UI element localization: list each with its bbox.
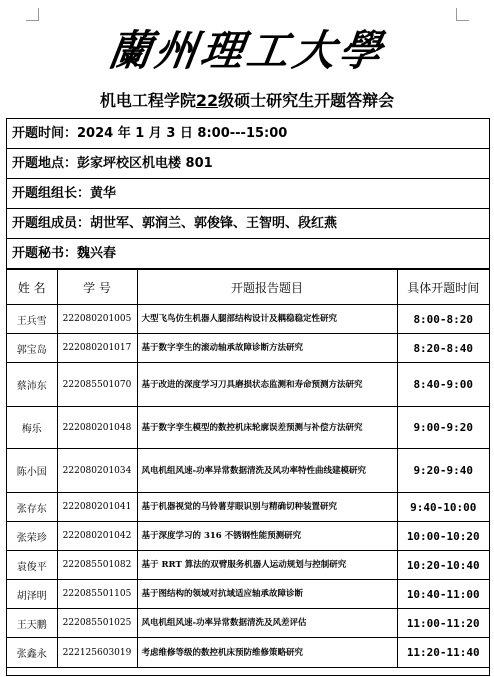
info-time: 开题时间：2024 年 1 月 3 日 8:00---15:00	[7, 119, 489, 149]
cell-time: 9:40-10:00	[397, 493, 489, 522]
crop-mark-right	[456, 8, 469, 21]
schedule-sheet	[6, 118, 490, 676]
cell-topic: 基于改进的深度学习刀具磨损状态监测和寿命预测方法研究	[137, 363, 397, 407]
info-leader: 开题组组长：黄华	[7, 179, 489, 209]
university-logo: 蘭州理工大學	[105, 26, 389, 75]
table-row	[7, 493, 489, 522]
title-grade: 22	[195, 91, 219, 110]
cell-id: 222085501025	[57, 609, 137, 638]
cell-topic: 基于数字孪生模型的数控机床轮廓误差预测与补偿方法研究	[137, 407, 397, 449]
schedule-table	[7, 269, 489, 668]
cell-id: 222085501105	[57, 580, 137, 609]
info-place: 开题地点：彭家坪校区机电楼 801	[7, 149, 489, 179]
table-row	[7, 407, 489, 449]
cell-topic: 考虑维修等级的数控机床预防维修策略研究	[137, 638, 397, 668]
info-members: 开题组成员：胡世军、郭润兰、郭俊锋、王智明、段红燕	[7, 209, 489, 239]
cell-topic: 基于 RRT 算法的双臂服务机器人运动规划与控制研究	[137, 551, 397, 580]
header-id: 学 号	[57, 270, 137, 305]
title-suffix: 级硕士研究生开题答辩会	[218, 91, 395, 110]
cell-id: 222125603019	[57, 638, 137, 668]
cell-topic: 基于数字孪生的滚动轴承故障诊断方法研究	[137, 334, 397, 363]
cell-name: 胡泽明	[7, 580, 57, 609]
cell-id: 222085501082	[57, 551, 137, 580]
cell-id: 222080201041	[57, 493, 137, 522]
cell-name: 张荣珍	[7, 522, 57, 551]
table-row	[7, 580, 489, 609]
cell-id: 222080201034	[57, 449, 137, 493]
cell-time: 9:00-9:20	[397, 407, 489, 449]
cell-time: 10:40-11:00	[397, 580, 489, 609]
cell-time: 8:00-8:20	[397, 305, 489, 334]
cell-id: 222080201017	[57, 334, 137, 363]
table-row	[7, 363, 489, 407]
header-name: 姓 名	[7, 270, 57, 305]
cell-name: 梅乐	[7, 407, 57, 449]
table-row	[7, 609, 489, 638]
cell-topic: 大型飞鸟仿生机器人腿部结构设计及耦稳稳定性研究	[137, 305, 397, 334]
cell-time: 11:00-11:20	[397, 609, 489, 638]
table-row	[7, 334, 489, 363]
cell-name: 张存东	[7, 493, 57, 522]
cell-time: 9:20-9:40	[397, 449, 489, 493]
crop-mark-left	[26, 8, 39, 21]
cell-name: 陈小国	[7, 449, 57, 493]
cell-name: 蔡沛东	[7, 363, 57, 407]
info-secretary: 开题秘书：魏兴春	[7, 239, 489, 269]
cell-time: 8:20-8:40	[397, 334, 489, 363]
table-row	[7, 551, 489, 580]
cell-name: 王天鹏	[7, 609, 57, 638]
cell-id: 222080201048	[57, 407, 137, 449]
cell-name: 张鑫永	[7, 638, 57, 668]
cell-time: 10:20-10:40	[397, 551, 489, 580]
cell-time: 11:20-11:40	[397, 638, 489, 668]
cell-id: 222080201005	[57, 305, 137, 334]
table-row	[7, 638, 489, 668]
table-row	[7, 449, 489, 493]
cell-topic: 基于图结构的领域对抗域适应轴承故障诊断	[137, 580, 397, 609]
header-topic: 开题报告题目	[137, 270, 397, 305]
table-row	[7, 522, 489, 551]
cell-name: 王兵雪	[7, 305, 57, 334]
page-title	[0, 88, 494, 114]
table-row	[7, 305, 489, 334]
cell-time: 10:00-10:20	[397, 522, 489, 551]
cell-topic: 风电机组风速-功率异常数据清洗及风功率特性曲线建模研究	[137, 449, 397, 493]
title-prefix: 机电工程学院	[99, 91, 196, 110]
cell-topic: 基于机器视觉的马铃薯芽眼识别与精确切种装置研究	[137, 493, 397, 522]
cell-time: 8:40-9:00	[397, 363, 489, 407]
cell-topic: 风电机组风速-功率异常数据清洗及风差评估	[137, 609, 397, 638]
cell-topic: 基于深度学习的 316 不锈钢性能预测研究	[137, 522, 397, 551]
table-header-row	[7, 270, 489, 305]
cell-name: 郭宝岛	[7, 334, 57, 363]
cell-id: 222080201042	[57, 522, 137, 551]
header-time: 具体开题时间	[397, 270, 489, 305]
cell-id: 222085501070	[57, 363, 137, 407]
cell-name: 袁俊平	[7, 551, 57, 580]
